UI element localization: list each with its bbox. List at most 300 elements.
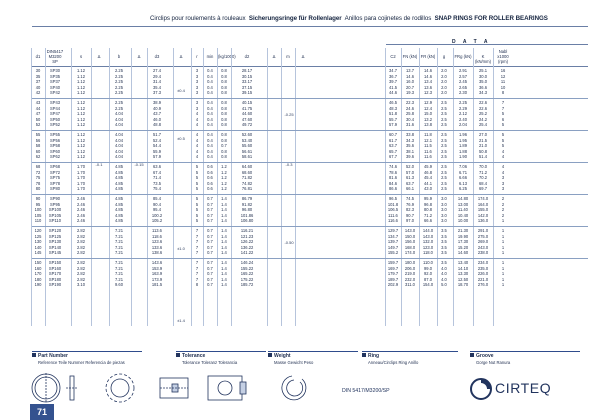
cell-k: 243.0	[477, 244, 489, 250]
cell-din: SP80	[49, 186, 60, 192]
column-header-fn: FN (kN)	[402, 53, 418, 59]
cell-s: 1.12	[77, 132, 85, 137]
group-divider	[32, 194, 588, 195]
legend-item	[362, 351, 458, 367]
cell-min: 0.6	[207, 169, 213, 175]
legend-item	[470, 351, 580, 367]
cell-c2: 63.7	[389, 143, 397, 149]
cell-c2: 179.7	[387, 271, 399, 277]
cell-g: 2.5	[441, 154, 447, 160]
cell-fn: 52.0	[406, 164, 414, 169]
cell-fr: 80.8	[424, 207, 432, 213]
column-header-b: b	[117, 53, 121, 59]
column-header-tol3: Δ	[179, 53, 183, 59]
cell-min: 0.4	[207, 73, 213, 79]
cell-min: 0.6	[207, 186, 213, 192]
cell-r: 5	[195, 169, 199, 175]
title-en: SNAP RINGS FOR ROLLER BEARINGS	[434, 15, 548, 22]
cell-min: 0.7	[207, 260, 213, 265]
header-bottom-rule	[32, 66, 588, 67]
cell-fn: 82.3	[406, 207, 414, 213]
tolerance-m2: -0.3	[285, 162, 293, 167]
cell-b: 7.21	[115, 250, 123, 256]
cell-weight: 0.8	[221, 137, 227, 143]
cell-c2: 60.7	[389, 132, 397, 137]
cell-s: 2.82	[77, 271, 85, 277]
cell-min: 0.4	[207, 122, 213, 128]
cell-b: 2.25	[115, 105, 123, 111]
cell-weight: 0.8	[221, 111, 227, 117]
cell-min: 0.7	[207, 212, 213, 218]
legend-item	[32, 351, 142, 367]
cell-r: 4	[195, 116, 199, 122]
cell-fn: 66.1	[406, 186, 414, 192]
cell-g: 2.5	[441, 175, 447, 181]
cell-r: 7	[195, 271, 199, 277]
column-header-frg: FRg (kN)	[454, 53, 472, 59]
cell-min: 0.7	[207, 196, 213, 201]
cell-rpm: 8	[501, 90, 505, 96]
cell-rpm: 7	[501, 105, 505, 111]
cell-d3: 138.6	[151, 250, 163, 256]
cell-d3: 27.4	[153, 68, 161, 73]
cell-rpm: 1	[501, 228, 505, 233]
cell-rpm: 12	[500, 73, 506, 79]
technical-drawings	[30, 372, 330, 404]
table-row	[32, 122, 588, 128]
cell-frg: 13.40	[457, 260, 469, 265]
cell-d2: 106.80	[240, 218, 254, 224]
cell-rpm: 1	[501, 282, 505, 288]
cell-b: 7.21	[115, 233, 123, 239]
cell-din: SP30	[49, 68, 60, 73]
cell-d2: 165.22	[240, 271, 254, 277]
cell-din: SP190	[48, 282, 62, 288]
cell-s: 1.70	[77, 186, 85, 192]
cell-min: 0.7	[207, 271, 213, 277]
ring-front-drawing	[32, 373, 60, 403]
cell-rpm: 10	[500, 84, 506, 90]
cell-frg: 2.25	[459, 100, 467, 105]
cell-d3: 51.7	[153, 132, 161, 137]
cell-min: 0.4	[207, 111, 213, 117]
cell-din: SP40	[49, 84, 60, 90]
cell-din: SP78	[49, 180, 60, 186]
cell-s: 1.12	[77, 105, 85, 111]
cell-fn: 22.3	[406, 100, 414, 105]
cell-frg: 2.12	[459, 111, 467, 117]
column-header-d2: d2	[244, 53, 250, 59]
cell-c2: 106.5	[387, 207, 399, 213]
cell-r: 5	[195, 180, 199, 186]
cell-g: 2.0	[441, 84, 447, 90]
cell-s: 2.82	[77, 276, 85, 282]
tolerance-m1: -0.25	[284, 112, 294, 117]
cell-c2: 149.7	[387, 244, 399, 250]
cell-g: 2.0	[441, 90, 447, 96]
cell-d1: 150	[34, 260, 42, 265]
cell-weight: 1.4	[221, 233, 227, 239]
cell-frg: 2.65	[459, 84, 467, 90]
cell-d1: 50	[35, 116, 41, 122]
cell-d3: 90.4	[153, 201, 161, 207]
cell-g: 2.0	[441, 79, 447, 85]
cell-min: 0.7	[207, 201, 213, 207]
cell-din: SP43	[49, 100, 60, 105]
column-header-c2: C2	[390, 53, 396, 59]
cell-s: 2.82	[77, 244, 85, 250]
cell-k: 221.0	[477, 276, 489, 282]
cell-d1: 110	[34, 218, 42, 224]
cell-g: 3.0	[441, 201, 447, 207]
cell-frg: 2.40	[459, 116, 467, 122]
cell-weight: 0.8	[221, 84, 227, 90]
cell-d2: 28.17	[241, 68, 253, 73]
cell-weight: 1.4	[221, 276, 227, 282]
cell-frg: 1.88	[459, 148, 467, 154]
cell-d2: 58.61	[241, 154, 253, 160]
cell-frg: 1.89	[459, 143, 467, 149]
cell-min: 0.7	[207, 265, 213, 271]
cell-min: 0.6	[207, 175, 213, 181]
cell-b: 4.04	[115, 143, 123, 149]
cell-frg: 21.30	[457, 228, 469, 233]
din-standard-label: DIN 5417/M3200/SP	[342, 388, 390, 394]
cell-d2: 55.60	[241, 143, 253, 149]
cell-d3: 143.6	[151, 260, 163, 265]
column-header-k: K (kN/mm)	[474, 53, 492, 64]
cell-k: 276.0	[477, 282, 489, 288]
cell-b: 7.21	[115, 239, 123, 245]
cell-s: 1.12	[77, 73, 85, 79]
cell-g: 2.0	[441, 73, 447, 79]
cell-fn: 38.1	[406, 148, 414, 154]
cell-c2: 84.6	[389, 180, 397, 186]
cell-d1: 160	[34, 265, 42, 271]
cell-d1: 90	[35, 196, 41, 201]
cell-d1: 72	[35, 169, 41, 175]
cell-d3: 29.4	[153, 73, 161, 79]
cell-fn: 76.9	[406, 201, 414, 207]
cell-fn: 143.0	[404, 228, 416, 233]
cell-fr: 13.6	[424, 84, 432, 90]
cell-d3: 133.6	[151, 244, 163, 250]
legend-subtitle: Reference Teile Nummer Referencia de piezas	[38, 359, 125, 365]
column-header-din: DIN5417 M3200 SP	[46, 48, 64, 64]
tolerance-d3d: ±1.4	[177, 318, 185, 323]
cell-g: 3.5	[441, 239, 447, 245]
cell-weight: 1.4	[221, 265, 227, 271]
cell-d1: 80	[35, 186, 41, 192]
cell-c2: 129.7	[387, 228, 399, 233]
cell-g: 3.5	[441, 228, 447, 233]
cell-weight: 1.2	[221, 175, 227, 181]
cell-b: 7.21	[115, 228, 123, 233]
cell-g: 3.5	[441, 250, 447, 256]
cell-c2: 39.7	[389, 79, 397, 85]
cell-r: 3	[195, 100, 199, 105]
cell-d1: 140	[34, 244, 42, 250]
tolerance-m3: -0.50	[284, 240, 294, 245]
cell-frg: 6.25	[459, 186, 467, 192]
cell-d1: 75	[35, 175, 41, 181]
cell-weight: 1.4	[221, 271, 227, 277]
cell-rpm: 3	[501, 180, 505, 186]
cell-weight: 0.8	[221, 68, 227, 73]
cell-frg: 13.30	[457, 271, 469, 277]
legend-item	[268, 351, 358, 367]
cell-b: 4.85	[115, 201, 123, 207]
cell-c2: 189.7	[387, 276, 399, 282]
legend-subtitle: Tolerance Toleranz Tolerancia	[182, 359, 238, 365]
cell-fr: 13.2	[424, 116, 432, 122]
cell-c2: 159.7	[387, 260, 399, 265]
cell-d3: 35.4	[153, 84, 161, 90]
cell-din: SP56	[49, 137, 60, 143]
legend-title: Ring	[368, 353, 380, 359]
cell-min: 0.4	[207, 105, 213, 111]
cell-g: 2.5	[441, 122, 447, 128]
cell-fr: 11.5	[424, 143, 432, 149]
cell-min: 0.4	[207, 68, 213, 73]
cell-d3: 75.4	[153, 186, 161, 192]
cell-d1: 37	[35, 79, 41, 85]
cell-frg: 19.90	[457, 233, 469, 239]
cell-s: 1.70	[77, 180, 85, 186]
cell-d1: 56	[35, 137, 41, 143]
cell-fr: 99.0	[424, 265, 432, 271]
column-header-g: g	[442, 53, 446, 59]
cell-d1: 44	[35, 105, 41, 111]
cell-frg: 7.06	[459, 164, 467, 169]
cell-s: 1.70	[77, 169, 85, 175]
cell-fr: 45.9	[424, 164, 432, 169]
cell-g: 3.5	[441, 244, 447, 250]
cell-fn: 31.6	[406, 122, 414, 128]
cell-k: 36.6	[479, 84, 487, 90]
tolerance-s1: -0.1	[95, 162, 103, 167]
cell-din: SP55	[49, 132, 60, 137]
cell-min: 0.4	[207, 148, 213, 154]
cell-d2: 155.22	[240, 265, 254, 271]
cell-d1: 35	[35, 73, 41, 79]
cell-fn: 16.0	[406, 79, 414, 85]
cell-r: 4	[195, 143, 199, 149]
cell-d3: 118.6	[152, 233, 162, 239]
legend-bar	[176, 351, 266, 352]
cell-c2: 74.6	[389, 164, 397, 169]
cell-b: 2.25	[115, 100, 123, 105]
cell-frg: 2.45	[459, 79, 467, 85]
cell-k: 164.0	[477, 201, 489, 207]
cell-b: 4.04	[115, 137, 123, 143]
cell-fn: 219.0	[404, 271, 416, 277]
cell-g: 2.5	[441, 180, 447, 186]
cell-rpm: 3	[501, 175, 505, 181]
cell-d1: 120	[34, 228, 42, 233]
table-row	[32, 154, 588, 160]
cell-weight: 1.4	[221, 228, 227, 233]
cell-r: 4	[195, 148, 199, 154]
cell-g: 4.0	[441, 271, 447, 277]
cell-frg: 1.90	[459, 154, 467, 160]
cell-b: 2.25	[115, 90, 123, 96]
cell-k: 136.0	[477, 218, 489, 224]
cell-c2: 34.7	[389, 68, 397, 73]
cell-k: 71.2	[479, 169, 487, 175]
cell-weight: 0.8	[221, 132, 227, 137]
cell-din: SP150	[48, 260, 62, 265]
cell-b: 4.04	[115, 148, 123, 154]
cell-din: SP180	[48, 276, 62, 282]
cell-d2: 64.60	[241, 164, 253, 169]
cell-d3: 173.9	[151, 276, 163, 282]
cell-s: 1.12	[77, 79, 85, 85]
cell-c2: 155.2	[387, 250, 399, 256]
table-row	[32, 218, 588, 224]
cell-frg: 2.29	[459, 105, 467, 111]
cell-g: 2.5	[441, 148, 447, 154]
cell-frg: 6.66	[459, 175, 467, 181]
cell-fr: 43.0	[424, 186, 432, 192]
cell-k: 30.0	[479, 73, 487, 79]
cell-rpm: 1	[501, 250, 505, 256]
cell-d1: 130	[34, 239, 42, 245]
ring-side-drawing	[66, 376, 78, 400]
cell-d1: 190	[34, 282, 42, 288]
cell-weight: 1.4	[221, 239, 227, 245]
cell-d2: 96.80	[241, 207, 253, 213]
cell-fr: 14.6	[424, 73, 432, 79]
cell-rpm: 5	[501, 137, 505, 143]
column-header-d3: d3	[154, 53, 160, 59]
cell-min: 0.4	[207, 132, 213, 137]
cell-r: 7	[195, 276, 199, 282]
cell-c2: 134.7	[387, 233, 399, 239]
cell-k: 291.0	[477, 228, 489, 233]
cell-g: 2.5	[441, 186, 447, 192]
cell-din: SP160	[48, 265, 62, 271]
cell-weight: 1.4	[221, 282, 227, 288]
cell-frg: 6.71	[459, 169, 467, 175]
cell-d2: 68.60	[241, 169, 253, 175]
cell-rpm: 6	[501, 116, 505, 122]
cell-fn: 25.8	[406, 111, 414, 117]
cell-fr: 154.0	[422, 282, 434, 288]
legend-bar	[32, 351, 142, 352]
cell-d2: 44.60	[241, 111, 253, 117]
cell-frg: 18.70	[457, 282, 469, 288]
cell-frg: 10.40	[457, 212, 469, 218]
cell-b: 4.04	[115, 116, 123, 122]
cell-g: 4.0	[441, 265, 447, 271]
cell-din: SP145	[48, 250, 62, 256]
cell-din: SP68	[49, 164, 60, 169]
cell-weight: 1.2	[221, 164, 227, 169]
cell-c2: 41.5	[389, 84, 397, 90]
cell-g: 2.5	[441, 132, 447, 137]
cell-d3: 63.6	[153, 164, 161, 169]
cell-s: 2.82	[77, 250, 85, 256]
cell-g: 3.5	[441, 260, 447, 265]
cell-fr: 144.0	[422, 228, 434, 233]
cell-b: 4.04	[115, 111, 123, 117]
cell-d3: 37.3	[153, 90, 161, 96]
cell-d3: 113.6	[152, 228, 162, 233]
cell-d2: 41.75	[241, 105, 253, 111]
cell-d1: 100	[34, 207, 42, 213]
cell-r: 7	[195, 233, 199, 239]
cell-s: 1.12	[77, 90, 85, 96]
cell-d2: 37.15	[241, 84, 253, 90]
cell-din: SP125	[48, 233, 62, 239]
cell-fr: 12.3	[424, 90, 432, 96]
cell-rpm: 5	[501, 122, 505, 128]
cell-g: 3.0	[441, 212, 447, 218]
cell-fr: 11.8	[424, 132, 432, 137]
cell-c2: 67.7	[389, 154, 397, 160]
cell-r: 5	[195, 164, 199, 169]
cell-b: 4.04	[115, 122, 123, 128]
cell-d2: 40.15	[241, 100, 253, 105]
cell-din: SP110	[49, 218, 61, 224]
cell-k: 142.0	[477, 212, 489, 218]
cell-s: 1.70	[77, 164, 85, 169]
cell-s: 1.12	[77, 154, 85, 160]
cell-fn: 150.0	[404, 233, 416, 239]
cell-d3: 46.0	[153, 116, 161, 122]
cell-fn: 97.0	[406, 218, 414, 224]
cell-weight: 0.8	[221, 116, 227, 122]
cell-k: 25.4	[479, 122, 487, 128]
cell-s: 1.12	[77, 100, 85, 105]
cell-s: 1.12	[77, 84, 85, 90]
cell-s: 1.12	[77, 111, 85, 117]
cell-fr: 118.0	[423, 250, 433, 256]
cell-fr: 11.6	[424, 148, 432, 154]
cell-k: 155.0	[477, 207, 489, 213]
cell-weight: 0.8	[221, 148, 227, 154]
tolerance-d3b: ±0.5	[177, 136, 185, 141]
cell-r: 8	[195, 282, 199, 288]
cell-s: 2.46	[77, 207, 85, 213]
table-row	[32, 186, 588, 192]
cell-d1: 43	[35, 100, 41, 105]
cell-g: 3.0	[441, 207, 447, 213]
cell-b: 7.21	[115, 244, 123, 250]
cell-frg: 17.30	[457, 239, 469, 245]
cell-s: 1.12	[77, 122, 85, 128]
column-header-tol5: Δ	[301, 53, 305, 59]
cell-c2: 36.7	[389, 73, 397, 79]
cell-g: 3.0	[441, 196, 447, 201]
cell-weight: 1.2	[221, 169, 227, 175]
ring-detail-drawing	[106, 374, 134, 402]
header-top-rule	[32, 26, 588, 27]
cell-b: 4.04	[115, 154, 123, 160]
cell-fn: 311.0	[405, 282, 415, 288]
cell-d2: 56.61	[241, 148, 253, 154]
column-header-d1: d1	[35, 53, 41, 59]
cell-c2: 46.5	[389, 100, 397, 105]
page-number: 71	[30, 404, 54, 420]
cell-d3: 40.9	[153, 105, 161, 111]
cell-rpm: 5	[501, 111, 505, 117]
legend-marker-icon	[32, 353, 36, 357]
cell-din: SP100	[48, 207, 62, 213]
cell-b: 4.04	[115, 132, 123, 137]
bearing-assembly-drawing	[208, 376, 246, 400]
